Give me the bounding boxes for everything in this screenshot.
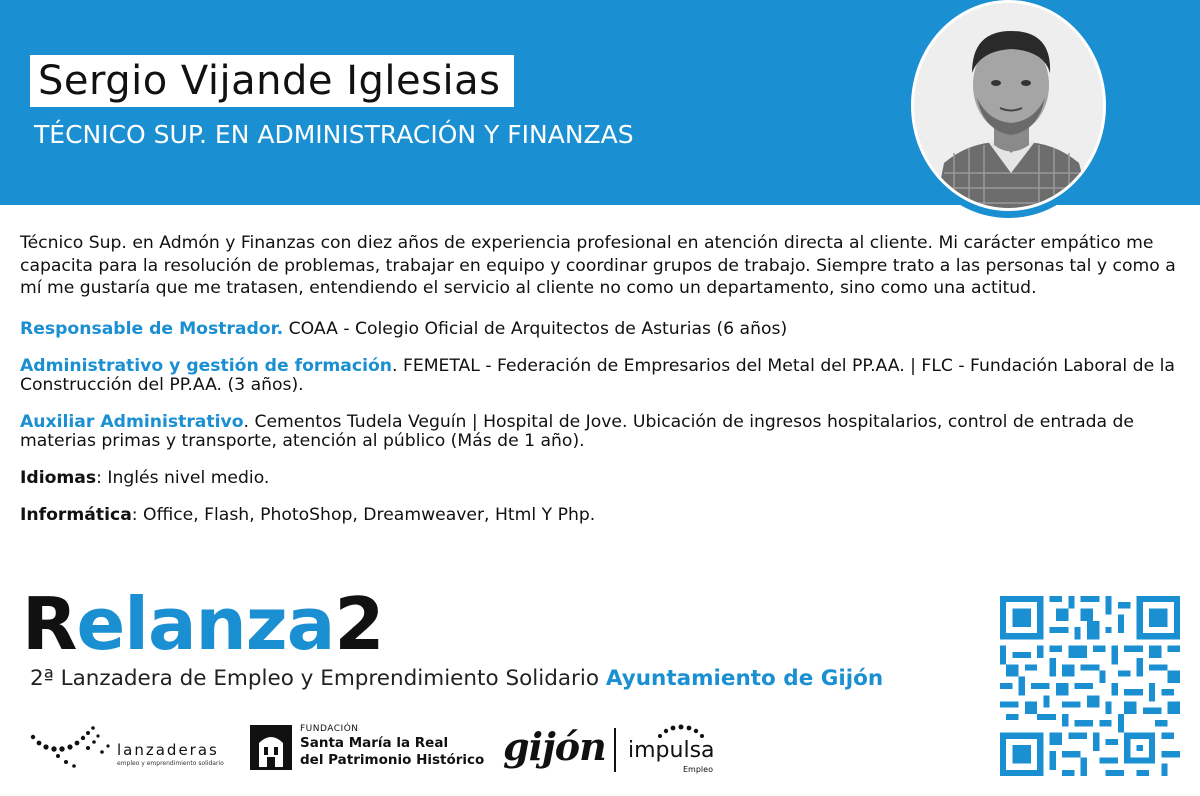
person-name: Sergio Vijande Iglesias xyxy=(38,58,501,104)
profile-content xyxy=(20,232,1185,543)
it-skills-label: Informática xyxy=(20,504,132,525)
lanzaderas-wordmark: lanzaderas xyxy=(117,741,219,759)
job-title: TÉCNICO SUP. EN ADMINISTRACIÓN Y FINANZAS xyxy=(34,120,634,149)
subtitle-text: 2ª Lanzadera de Empleo y Emprendimiento Solidario xyxy=(30,666,606,691)
name-box xyxy=(30,55,514,107)
experience-title: Administrativo y gestión de formación xyxy=(20,355,393,376)
experience-item xyxy=(20,357,1185,395)
foundation-name-line2: del Patrimonio Histórico xyxy=(300,752,485,768)
gijon-wordmark: gijón xyxy=(503,724,606,769)
logo-divider xyxy=(614,728,616,772)
experience-title: Responsable de Mostrador. xyxy=(20,318,284,339)
empleo-label: Empleo xyxy=(683,765,713,774)
foundation-label: FUNDACIÓN xyxy=(300,724,359,734)
impulsa-wordmark: impulsa xyxy=(628,738,715,763)
it-skills-line xyxy=(20,506,1185,525)
profile-summary: Técnico Sup. en Admón y Finanzas con diez años de experiencia profesional en atención directa al cliente. Mi carácter empático me capacita para la resolución de problemas, trabajar en equipo y coordinar grupos de trabajo. Siempre trato a las personas tal y como a mí me gustaría que me tratasen, entendiendo el servicio al cliente no como un departamento, sino como una actitud. xyxy=(20,233,1176,298)
brand-middle: elanza xyxy=(76,582,335,666)
brand-number: 2 xyxy=(334,582,384,666)
experience-detail: . Cementos Tudela Veguín | Hospital de Jove. Ubicación de ingresos hospitalarios, control de entrada de materias primas y transporte, atención al público (Más de 1 año). xyxy=(20,411,1135,451)
languages-label: Idiomas xyxy=(20,467,97,488)
profile-photo xyxy=(911,0,1106,211)
it-skills-value: : Office, Flash, PhotoShop, Dreamweaver, Html Y Php. xyxy=(131,504,596,525)
experience-detail: COAA - Colegio Oficial de Arquitectos de Asturias (6 años) xyxy=(283,318,788,339)
experience-item xyxy=(20,413,1185,451)
foundation-name-line1: Santa María la Real xyxy=(300,735,449,751)
relanza2-brand xyxy=(22,584,383,664)
brand-first-letter: R xyxy=(22,582,77,666)
lanzaderas-tagline: empleo y emprendimiento solidario xyxy=(117,760,224,767)
languages-line xyxy=(20,469,1185,488)
experience-title: Auxiliar Administrativo xyxy=(20,411,244,432)
church-icon xyxy=(250,725,292,770)
languages-value: : Inglés nivel medio. xyxy=(96,467,270,488)
person-portrait-icon xyxy=(914,3,1106,211)
subtitle-highlight: Ayuntamiento de Gijón xyxy=(605,666,884,691)
experience-detail: . FEMETAL - Federación de Empresarios del Metal del PP.AA. | FLC - Fundación Laboral de la Construcción del PP.AA. (3 años). xyxy=(20,355,1175,395)
program-subtitle xyxy=(30,666,883,691)
experience-item xyxy=(20,320,1185,339)
qr-code-icon xyxy=(1000,596,1180,776)
